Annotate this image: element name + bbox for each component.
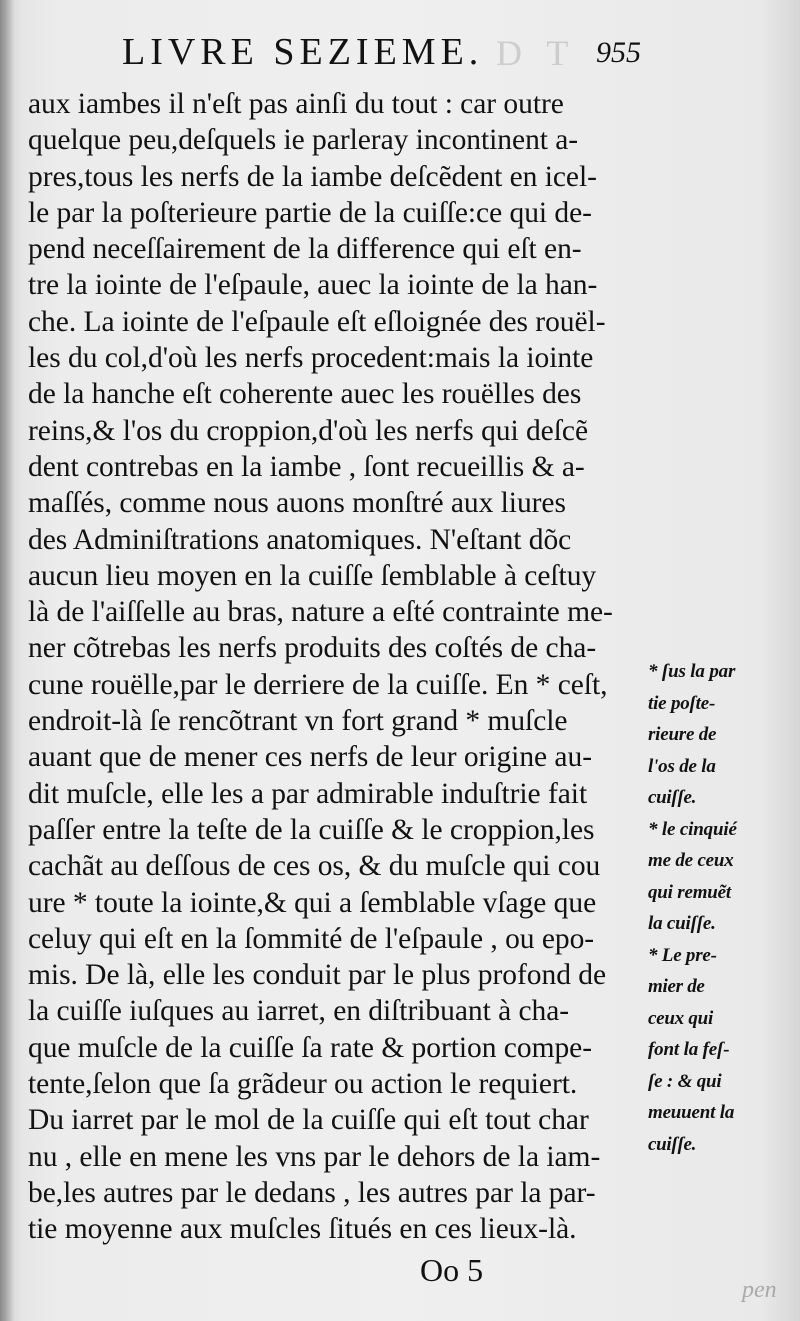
margin-notes <box>648 656 798 1160</box>
text-line: cune rouëlle,par le derriere de la cuiſſe. En * ceſt, <box>28 668 608 701</box>
text-line: auant que de mener ces nerfs de leur origine au- <box>28 741 592 774</box>
margin-note-line: * ſus la par <box>648 661 736 682</box>
text-line: maſſés, comme nous auons monſtré aux liures <box>28 487 566 520</box>
text-line: ure * toute la iointe,& qui a ſemblable vſage que <box>28 886 597 919</box>
text-line: là de l'aiſſelle au bras, nature a eſté contrainte me- <box>28 596 613 629</box>
text-line: mis. De là, elle les conduit par le plus profond de <box>28 959 607 992</box>
show-through-footer: pen <box>742 1277 777 1303</box>
text-line: pres,tous les nerfs de la iambe deſcẽdent en icel- <box>28 160 597 193</box>
running-head: LIVRE SEZIEME. <box>122 31 484 73</box>
text-line: dit muſcle, elle les a par admirable induſtrie fait <box>28 777 588 810</box>
text-line: paſſer entre la teſte de la cuiſſe & le croppion,les <box>28 813 595 846</box>
text-line: des Adminiſtrations anatomiques. N'eſtant dõc <box>28 523 572 556</box>
text-line: endroit-là ſe rencõtrant vn fort grand * muſcle <box>28 705 568 738</box>
margin-note-line: * le cinquié <box>648 818 737 840</box>
text-line: Du iarret par le mol de la cuiſſe qui eſt tout char <box>28 1104 589 1137</box>
text-line: quelque peu,deſquels ie parleray incontinent a- <box>28 124 579 157</box>
text-line: che. La iointe de l'eſpaule eſt eſloignée des rouël- <box>28 305 606 338</box>
signature-mark: Oo 5 <box>420 1252 484 1288</box>
margin-note-line: la cuiſſe. <box>648 913 716 934</box>
margin-note-line: cuiſſe. <box>648 1133 697 1155</box>
text-line: tie moyenne aux muſcles ſitués en ces lieux-là. <box>28 1213 577 1246</box>
text-line: be,les autres par le dedans , les autres par la par- <box>28 1176 596 1209</box>
text-line: pend neceſſairement de la difference qui eſt en- <box>28 233 582 266</box>
margin-note-line: qui remuẽt <box>648 881 731 903</box>
show-through-text: D T <box>496 33 577 73</box>
text-line: dent contrebas en la iambe , ſont recueillis & a- <box>28 450 585 483</box>
text-line: aucun lieu moyen en la cuiſſe ſemblable à ceſtuy <box>28 559 597 592</box>
margin-note-line: l'os de la <box>648 755 716 777</box>
margin-note-line: me de ceux <box>648 850 734 871</box>
margin-note-line: cuiſſe. <box>648 787 697 808</box>
text-line: reins,& l'os du croppion,d'où les nerfs qui deſcẽ <box>28 414 588 447</box>
page-number: 955 <box>596 36 641 69</box>
text-line: le par la poſterieure partie de la cuiſſe:ce qui de- <box>28 196 592 229</box>
text-line: cachãt au deſſous de ces os, & du muſcle qui cou <box>28 850 601 883</box>
text-line: tre la iointe de l'eſpaule, auec la iointe de la han- <box>28 269 598 302</box>
margin-note-line: ſe : & qui <box>648 1070 722 1092</box>
margin-note-line: font la feſ- <box>648 1039 730 1060</box>
text-line: de la hanche eſt coherente auec les rouëlles des <box>28 378 582 411</box>
text-line: tente,ſelon que ſa grãdeur ou action le requiert. <box>28 1068 578 1101</box>
text-line: aux iambes il n'eſt pas ainſi du tout : car outre <box>28 88 564 120</box>
margin-note-line: tie poſte- <box>648 692 716 714</box>
text-line: les du col,d'où les nerfs procedent:mais la iointe <box>28 342 594 375</box>
text-line: celuy qui eſt en la ſommité de l'eſpaule , ou epo- <box>28 922 595 955</box>
text-line: ner cõtrebas les nerfs produits des coſtés de cha- <box>28 632 597 665</box>
margin-note-line: rieure de <box>648 724 717 745</box>
margin-note-line: * Le pre- <box>648 944 717 966</box>
margin-note-line: ceux qui <box>648 1007 714 1029</box>
gutter-shadow <box>0 0 14 1321</box>
text-line: que muſcle de la cuiſſe ſa rate & portion compe- <box>28 1031 593 1064</box>
margin-note-line: mier de <box>648 976 705 997</box>
page-header <box>0 30 800 80</box>
margin-note-line: meuuent la <box>648 1102 735 1123</box>
text-line: nu , elle en mene les vns par le dehors de la iam- <box>28 1140 601 1173</box>
text-line: la cuiſſe iuſques au iarret, en diſtribuant à cha- <box>28 995 570 1028</box>
main-text-block <box>28 86 648 1248</box>
